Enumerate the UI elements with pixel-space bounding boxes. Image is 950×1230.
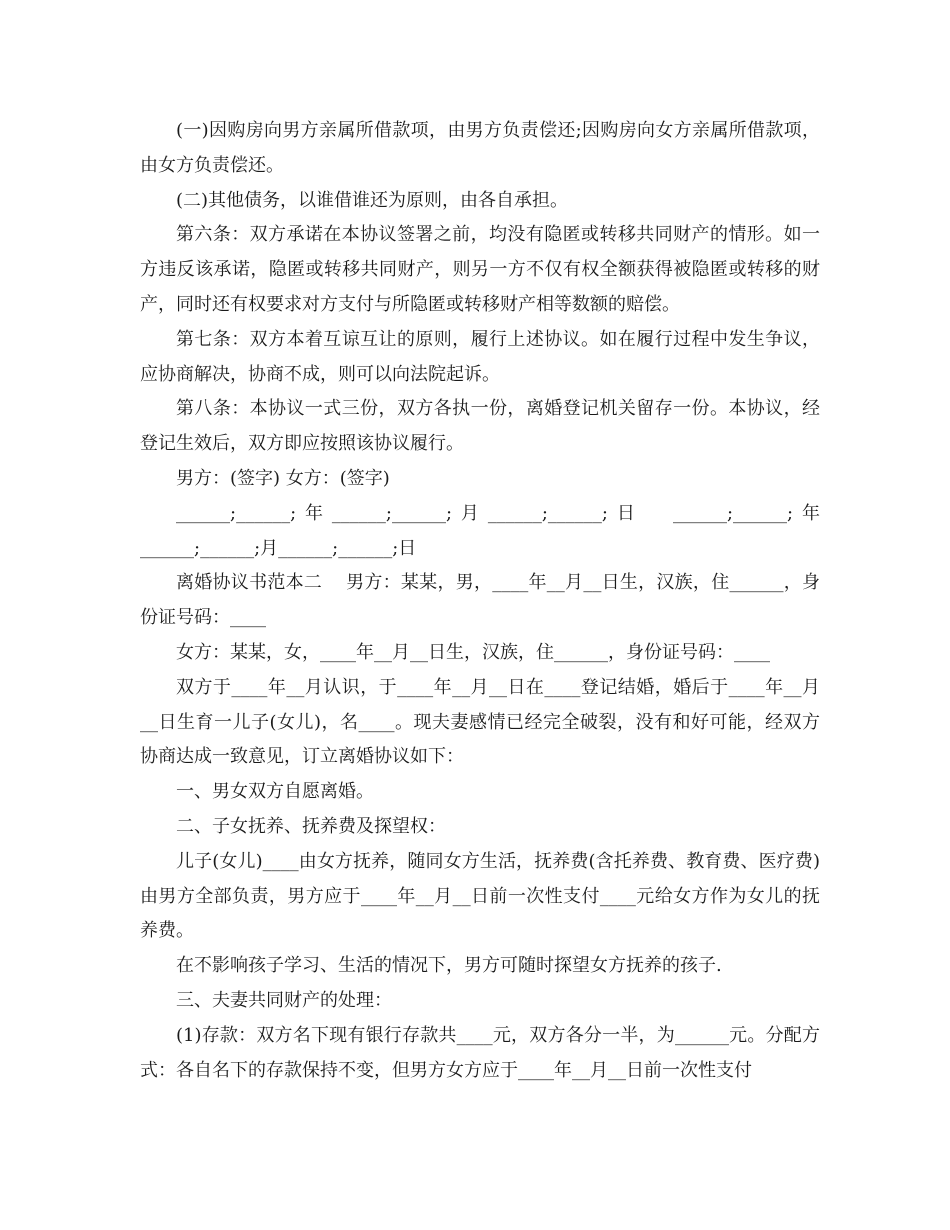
document-body [140, 114, 820, 1088]
clause-child-custody-heading: 二、子女抚养、抚养费及探望权： [176, 815, 446, 837]
paragraph-savings-division: (1)存款：双方名下现有银行存款共____元，双方各分一半，为______元。分配方式：各自名下的存款保持不变，但男方女方应于____年__月__日前一次性支付 [140, 1024, 820, 1081]
signature-line: 男方：(签字) 女方：(签字) [176, 467, 390, 489]
paragraph-article-8: 第八条：本协议一式三份，双方各执一份，离婚登记机关留存一份。本协议，经登记生效后，双方即应按照该协议履行。 [140, 398, 820, 455]
paragraph-article-7: 第七条：双方本着互谅互让的原则，履行上述协议。如在履行过程中发生争议，应协商解决，协商不成，则可以向法院起诉。 [140, 328, 820, 385]
paragraph-other-debts: (二)其他债务，以谁借谁还为原则，由各自承担。 [176, 189, 569, 211]
paragraph-child-support: 儿子(女儿)____由女方抚养，随同女方生活，抚养费(含托养费、教育费、医疗费)由男方全部负责，男方应于____年__月__日前一次性支付____元给女方作为女儿的抚养费。 [140, 850, 820, 942]
paragraph-article-6: 第六条：双方承诺在本协议签署之前，均没有隐匿或转移共同财产的情形。如一方违反该承诺，隐匿或转移共同财产，则另一方不仅有权全额获得被隐匿或转移的财产，同时还有权要求对方支付与所隐匿或转移财产相等数额的赔偿。 [140, 224, 820, 315]
date-blank-line: ______;______;年______;______;月______;______;日 ______;______;年______;______;月______;______;日 [140, 502, 820, 559]
paragraph-marriage-facts: 双方于____年__月认识，于____年__月__日在____登记结婚，婚后于____年__月__日生育一儿子(女儿)，名____。现夫妻感情已经完全破裂，没有和好可能，经双方协商达成一致意见，订立离婚协议如下： [140, 676, 820, 768]
template-two-male-party: 离婚协议书范本二 男方：某某，男，____年__月__日生，汉族，住______，身份证号码：____ [140, 572, 820, 629]
clause-property-heading: 三、夫妻共同财产的处理： [176, 989, 392, 1011]
clause-voluntary-divorce: 一、男女双方自愿离婚。 [176, 781, 374, 803]
template-two-female-party: 女方：某某，女，____年__月__日生，汉族，住______，身份证号码：____ [176, 641, 770, 663]
paragraph-visitation: 在不影响孩子学习、生活的情况下，男方可随时探望女方抚养的孩子. [176, 955, 722, 977]
paragraph-debt-house-loan: (一)因购房向男方亲属所借款项，由男方负责偿还;因购房向女方亲属所借款项，由女方负责偿还。 [140, 120, 820, 176]
